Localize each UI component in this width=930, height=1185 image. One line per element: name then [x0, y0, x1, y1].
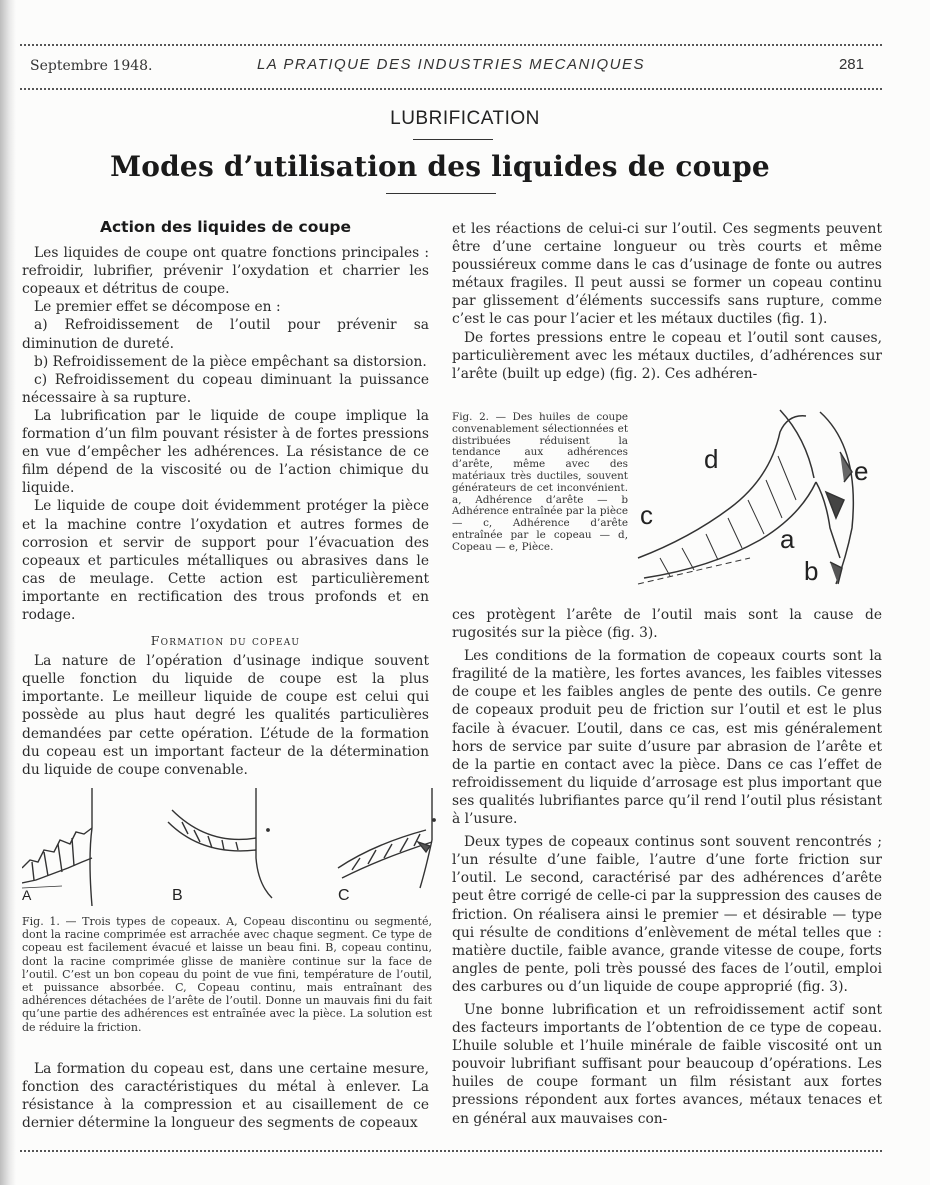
paragraph: ces protègent l’arête de l’outil mais sont la cause de rugosités sur la pièce (fig. 3).: [452, 607, 882, 642]
subheading-formation: [22, 632, 429, 650]
figure-2-label-d: d: [704, 444, 719, 474]
figure-2-label-b: b: [804, 556, 819, 586]
top-dotted-rule: [20, 44, 882, 46]
paragraph: La nature de l’opération d’usinage indique souvent quelle fonction du liquide de coupe est la plus importante. Le meilleur liquide de coupe est celui qui possède au plus haut degré les qualités particulières demandées par cette opération. L’étude de la formation du copeau est un important facteur de la détermination du liquide de coupe convenable.: [22, 653, 429, 778]
paragraph: La lubrification par le liquide de coupe implique la formation d’un film pouvant résister à de fortes pressions en vue d’empêcher les adhérences. La résistance de ce film dépend de la viscosité ou de l’action chimique du liquide.: [22, 407, 429, 497]
figure-1: [22, 788, 442, 908]
journal-title: LA PRATIQUE DES INDUSTRIES MECANIQUES: [256, 56, 646, 73]
left-column-bottom: [22, 1060, 429, 1132]
figure-2-label-c: c: [640, 500, 653, 530]
figure-1-chip-a: [22, 788, 92, 906]
paragraph: Le liquide de coupe doit évidemment protéger la pièce et la machine contre l’oxydation et autres formes de corrosion et servir de support pour l’évacuation des copeaux et particules métalliques ou abrasives dans le cas de meulage. Cette action est particulièrement importante en rectification des trous profonds et en rodage.: [22, 498, 429, 623]
figure-1-chip-b: [168, 788, 272, 898]
figure-1-label-a: A: [22, 887, 32, 903]
article-title: Modes d’utilisation des liquides de coupe: [110, 150, 770, 183]
figure-2-caption: Fig. 2. — Des huiles de coupe convenablement sélectionnées et distribuées réduisent la tendance aux adhérences d’arête, même avec des matériaux très ductiles, souvent générateurs de cet inconvénient. a, Adhérence d’arête — b Adhérence entraînée par la pièce — c, Adhérence d’arête entraînée par le copeau — d, Copeau — e, Pièce.: [452, 411, 628, 553]
figure-1-label-b: B: [172, 887, 183, 904]
list-item-b: b) Refroidissement de la pièce empêchant sa distorsion.: [34, 353, 427, 370]
section-tag: LUBRIFICATION: [390, 108, 540, 129]
title-rule: [386, 193, 496, 194]
list-item-c: c) Refroidissement du copeau diminuant la puissance nécessaire à sa rupture.: [22, 371, 429, 406]
paragraph: De fortes pressions entre le copeau et l’outil sont causes, particulièrement avec les métaux ductiles, d’adhérences sur l’arête (built up edge) (fig. 2). Ces adhéren-: [452, 329, 882, 382]
figure-2-drawing: [630, 408, 882, 596]
subheading-text: Formation du copeau: [150, 633, 301, 649]
list-item-a: a) Refroidissement de l’outil pour prévenir sa diminution de dureté.: [22, 317, 429, 352]
figure-2-label-e: e: [854, 456, 869, 486]
paragraph: et les réactions de celui-ci sur l’outil. Ces segments peuvent être d’une certaine longueur ou très courts et même poussiéreux comme dans le cas d’usinage de fonte ou autres métaux fragiles. Il peut aussi se former un copeau continu par glissement d’éléments successifs sans rupture, comme c’est le cas pour l’acier et les métaux ductiles (fig. 1).: [452, 221, 882, 328]
running-head: [20, 56, 882, 78]
paragraph: Une bonne lubrification et un refroidissement actif sont des facteurs importants de l’obtention de ce type de copeau. L’huile soluble et l’huile minérale de faible viscosité ont un pouvoir lubrifiant suffisant pour beaucoup d’opérations. Les huiles de coupe formant un film résistant aux fortes pressions répondent aux fortes avances, métaux tenaces et en général aux mauvaises con-: [452, 1001, 882, 1127]
figure-2: [630, 408, 882, 596]
header-dotted-rule: [20, 88, 882, 90]
figure-2-label-a: a: [780, 524, 795, 554]
figure-1-drawing: [22, 788, 442, 908]
issue-date: Septembre 1948.: [30, 58, 153, 74]
figure-1-caption: Fig. 1. — Trois types de copeaux. A, Copeau discontinu ou segmenté, dont la racine comprimée est arrachée avec chaque segment. Ce type de copeau est facilement évacué et laisse un beau fini. B, copeau continu, dont la racine comprimée glisse de manière continue sur la face de l’outil. C’est un bon copeau du point de vue fini, température de l’outil, et puissance absorbée. C, Copeau continu, mais entraînant des adhérences détachées de l’arête de l’outil. Donne un mauvais fini du fait qu’une partie des adhérences est entraînée avec la pièce. La solution est de réduire la friction.: [22, 915, 432, 1034]
left-column: [22, 218, 429, 779]
page-number: 281: [838, 56, 864, 73]
paragraph: Les conditions de la formation de copeaux courts sont la fragilité de la matière, les fortes avances, les faibles vitesses de coupe et les faibles angles de pente des outils. Ce genre de copeaux produit peu de friction sur l’outil et est le plus facile à évacuer. L’outil, dans ce cas, est mis généralement hors de service par suite d’usure par abrasion de l’arête et de la partie en contact avec la pièce. Dans ce cas l’effet de refroidissement du liquide d’arrosage est plus important que ses qualités lubrifiantes parce qu’il rend l’outil plus résistant à l’usure.: [452, 648, 882, 828]
section-heading-action: Action des liquides de coupe: [100, 218, 351, 236]
paragraph: Deux types de copeaux continus sont souvent rencontrés ; l’un résulte d’une faible, l’autre d’une forte friction sur l’outil. Le second, caractérisé par des adhérences d’arête peut être corrigé de celle-ci par la suppression des causes de friction. On réalisera ainsi le premier — et désirable — type qui résulte de conditions d’enlèvement de métal telles que : matière ductile, faible avance, grande vitesse de coupe, forts angles de pente, poli très poussé des faces de l’outil, emploi des carbures ou d’un liquide de coupe approprié (fig. 3).: [452, 834, 882, 995]
right-column: [452, 220, 882, 383]
bottom-dotted-rule: [20, 1150, 882, 1152]
right-column-bottom: [452, 606, 882, 1128]
section-tag-rule: [413, 139, 493, 140]
paragraph: La formation du copeau est, dans une certaine mesure, fonction des caractéristiques du métal à enlever. La résistance à la compression et au cisaillement de ce dernier détermine la longueur des segments de copeaux: [22, 1061, 429, 1132]
paragraph: Le premier effet se décompose en :: [34, 299, 281, 316]
figure-1-chip-c: [338, 788, 435, 888]
figure-1-label-c: C: [338, 887, 350, 904]
paragraph: Les liquides de coupe ont quatre fonctions principales : refroidir, lubrifier, prévenir l’oxydation et charrier les copeaux et détritus de coupe.: [22, 245, 429, 298]
